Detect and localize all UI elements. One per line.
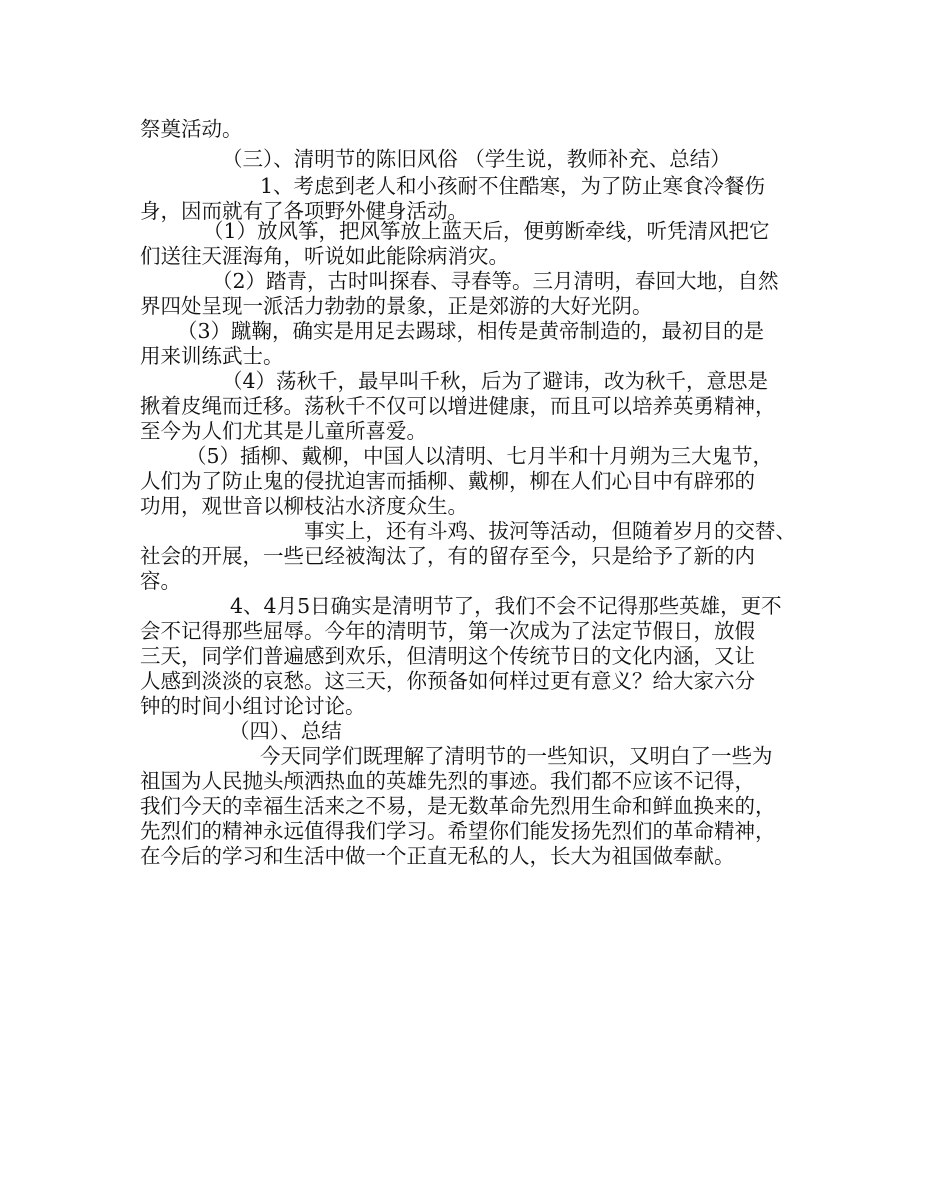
text-line: 界四处呈现一派活力勃勃的景象，正是郊游的大好光阴。 xyxy=(140,294,653,318)
text-line: 4、4月5日确实是清明节了，我们不会不记得那些英雄，更不 xyxy=(230,594,782,618)
section-heading: （四）、总结 xyxy=(229,719,342,743)
text-line: 三天，同学们普遍感到欢乐，但清明这个传统节日的文化内涵，又让 xyxy=(140,644,755,668)
text-line: 先烈们的精神永远值得我们学习。希望你们能发扬先烈们的革命精神， xyxy=(140,819,776,843)
text-line: 们送往天涯海角，听说如此能除病消灾。 xyxy=(140,244,509,268)
text-line: 今天同学们既理解了清明节的一些知识，又明白了一些为 xyxy=(260,744,773,768)
text-line: 人感到淡淡的哀愁。这三天，你预备如何样过更有意义？给大家六分 xyxy=(140,669,755,693)
text-line: 1、考虑到老人和小孩耐不住酷寒，为了防止寒食冷餐伤 xyxy=(260,174,766,198)
text-line: （2）踏青，古时叫探春、寻春等。三月清明，春回大地，自然 xyxy=(212,269,779,293)
text-line: 至今为人们尤其是儿童所喜爱。 xyxy=(140,419,427,443)
text-line: 事实上，还有斗鸡、拔河等活动，但随着岁月的交替、 xyxy=(304,519,796,543)
text-line: 会不记得那些屈辱。今年的清明节，第一次成为了法定节假日，放假 xyxy=(140,619,755,643)
text-line: 用来训练武士。 xyxy=(140,344,284,368)
text-line: 我们今天的幸福生活来之不易，是无数革命先烈用生命和鲜血换来的， xyxy=(140,794,776,818)
text-line: （5）插柳、戴柳，中国人以清明、七月半和十月朔为三大鬼节， xyxy=(186,444,774,468)
section-heading: （三）、清明节的陈旧风俗 （学生说，教师补充、总结） xyxy=(222,147,731,171)
text-line: 容。 xyxy=(140,569,181,593)
text-line: 社会的开展，一些已经被淘汰了，有的留存至今，只是给予了新的内 xyxy=(140,544,755,568)
text-line: 祭奠活动。 xyxy=(140,117,243,141)
text-line: （3）蹴鞠，确实是用足去踢球，相传是黄帝制造的，最初目的是 xyxy=(177,319,765,343)
text-line: （4）荡秋千，最早叫千秋，后为了避讳，改为秋千，意思是 xyxy=(222,369,769,393)
text-line: 身，因而就有了各项野外健身活动。 xyxy=(140,199,468,223)
text-line: 祖国为人民抛头颅洒热血的英雄先烈的事迹。我们都不应该不记得， xyxy=(140,769,755,793)
text-line: 人们为了防止鬼的侵扰迫害而插柳、戴柳，柳在人们心目中有辟邪的 xyxy=(140,469,755,493)
text-line: 揪着皮绳而迁移。荡秋千不仅可以增进健康，而且可以培养英勇精神， xyxy=(140,394,776,418)
text-line: 在今后的学习和生活中做一个正直无私的人，长大为祖国做奉献。 xyxy=(140,844,735,868)
text-line: （1）放风筝，把风筝放上蓝天后，便剪断牵线，听凭清风把它 xyxy=(203,219,770,243)
text-line: 功用，观世音以柳枝沾水济度众生。 xyxy=(140,494,468,518)
text-line: 钟的时间小组讨论讨论。 xyxy=(140,694,366,718)
